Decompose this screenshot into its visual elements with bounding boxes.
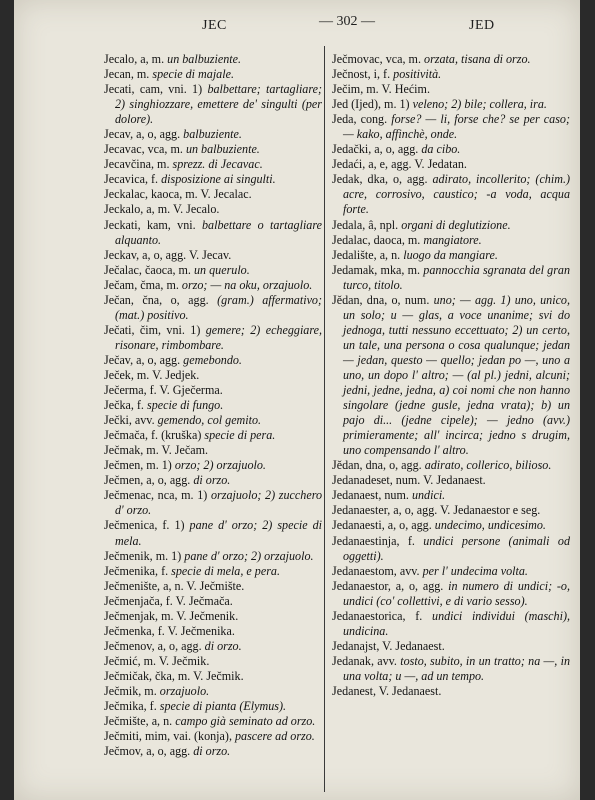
entry-translation: specie di majale. <box>152 67 234 82</box>
dictionary-entry <box>104 579 322 594</box>
dictionary-entry <box>332 248 570 263</box>
entry-headword: Jecalo, a, m. <box>104 52 165 66</box>
dictionary-entry <box>104 458 322 473</box>
entry-headword: Ječki, avv. <box>104 413 155 428</box>
dictionary-entry <box>332 503 570 518</box>
dictionary-entry <box>332 157 570 172</box>
entry-translation: specie di mela, e pera. <box>171 563 280 578</box>
dictionary-entry <box>104 594 322 609</box>
entry-headword: Jeckalac, kaoca, m. V. Jecalac. <box>104 187 252 202</box>
entry-headword: Jeckalo, a, m. V. Jecalo. <box>104 202 220 217</box>
entry-translation: pannocchia sgranata del gran turco, titolo. <box>343 262 571 292</box>
dictionary-entry <box>104 744 322 759</box>
entry-headword: Jeda, cong. <box>332 112 388 127</box>
entry-headword: Jedanaestom, avv. <box>332 563 420 578</box>
dictionary-entry <box>332 142 570 157</box>
entry-translation: specie di fungo. <box>147 398 224 413</box>
right-guide-word: JED <box>469 18 495 33</box>
dictionary-entry <box>104 187 322 202</box>
dictionary-entry <box>104 202 322 217</box>
entry-headword: Jed (Ijed), m. 1) <box>332 97 410 112</box>
entry-translation: gemere; 2) echeggiare, risonare, rimbombare. <box>115 322 323 352</box>
dictionary-entry <box>104 488 322 518</box>
dictionary-entry <box>104 714 322 729</box>
dictionary-entry <box>104 278 322 293</box>
entry-headword: Jědan, dna, o, agg. <box>332 458 422 473</box>
entry-headword: Jedanadeset, num. V. Jedanaest. <box>332 473 486 488</box>
dictionary-entry <box>104 654 322 669</box>
dictionary-entry <box>332 564 570 579</box>
dictionary-entry <box>332 684 570 699</box>
entry-translation: campo già seminato ad orzo. <box>175 714 316 729</box>
entry-headword: Ječan, čna, o, agg. <box>104 292 209 307</box>
entry-headword: Jedanest, V. Jedanaest. <box>332 683 442 698</box>
entry-translation: forse? — li, forse che? se per caso; — kako, affinchè, onde. <box>343 112 570 142</box>
dictionary-entry <box>104 323 322 353</box>
entry-headword: Jecati, cam, vni. 1) <box>104 82 203 97</box>
entry-translation: gemebondo. <box>183 352 242 367</box>
entry-headword: Ječmen, m. 1) <box>104 458 172 473</box>
dictionary-entry <box>104 518 322 548</box>
entry-headword: Jedanaestor, a, o, agg. <box>332 578 444 593</box>
dictionary-entry <box>104 413 322 428</box>
dictionary-entry <box>104 609 322 624</box>
dictionary-entry <box>104 639 322 654</box>
entry-headword: Jedanaester, a, o, agg. V. Jedanaestor e seg. <box>332 503 541 518</box>
entry-translation: specie di pianta (Elymus). <box>159 699 287 714</box>
entry-translation: di orzo. <box>193 473 231 488</box>
entry-translation: adirato, collerico, bilioso. <box>424 458 552 473</box>
entry-headword: Jedak, dka, o, agg. <box>332 172 428 187</box>
dictionary-entry <box>104 157 322 172</box>
entry-translation: da cibo. <box>421 142 461 157</box>
dictionary-entry <box>104 172 322 187</box>
dictionary-entry <box>104 82 322 127</box>
entry-translation: in numero di undici; -o, undici (co' collettivi, e di vario sesso). <box>343 578 571 608</box>
entry-headword: Ječmen, a, o, agg. <box>104 473 191 488</box>
entry-headword: Jědan, dna, o, num. <box>332 292 430 307</box>
entry-headword: Jedalište, a, n. <box>332 247 401 262</box>
entry-translation: per l' undecima volta. <box>422 563 528 578</box>
entry-headword: Ječmik, m. <box>104 683 157 698</box>
entry-headword: Ječav, a, o, agg. <box>104 352 181 367</box>
dictionary-entry <box>104 353 322 368</box>
entry-headword: Ječim, m. V. Hećim. <box>332 82 430 97</box>
entry-headword: Jecavica, f. <box>104 172 159 187</box>
entry-headword: Jedalac, daoca, m. <box>332 232 421 247</box>
dictionary-entry <box>104 52 322 67</box>
dictionary-entry <box>104 549 322 564</box>
entry-headword: Ječmiti, mim, vai. (konja), <box>104 729 232 744</box>
entry-headword: Ječmenika, f. <box>104 563 169 578</box>
dictionary-entry <box>104 383 322 398</box>
entry-headword: Ječmenjača, f. V. Ječmača. <box>104 593 233 608</box>
entry-translation: specie di pera. <box>204 428 276 443</box>
dictionary-entry <box>104 729 322 744</box>
dictionary-entry <box>104 443 322 458</box>
entry-headword: Ječati, čim, vni. 1) <box>104 322 201 337</box>
entry-headword: Jeckati, kam, vni. <box>104 217 196 232</box>
entry-translation: undici persone (animali od oggetti). <box>343 533 570 563</box>
entry-headword: Jecavac, vca, m. <box>104 142 183 157</box>
dictionary-entry <box>104 669 322 684</box>
dictionary-entry <box>332 654 570 684</box>
entry-headword: Ječka, f. <box>104 398 144 413</box>
entry-translation: undici. <box>411 488 446 503</box>
dictionary-entry <box>332 473 570 488</box>
entry-translation: uno; — agg. 1) uno, unico, un solo; u — glas, a voce unanime; svi do jednoga, tutti nessuno eccettuato; 2) un certo, un tale, una persona o cosa qualunque; jedan — jedan, questo — quello; jedan po —, uno a uno, un dopo l' altro; — (al pl.) jedni, alcuni; jedni, jedne, jedna, a) coi nomi che non hanno singolare (jedne gusle, jedna vrata); b) un pajo di... (jedne cipele); — jedno (avv.) primieramente; all' incirca; jedno s drugim, uno compensando l' altro. <box>343 292 571 458</box>
dictionary-entry <box>332 52 570 67</box>
dictionary-entry <box>332 458 570 473</box>
entry-translation: undici individui (maschi), undicina. <box>343 608 570 638</box>
entry-translation: di orzo. <box>204 638 242 653</box>
entry-headword: Jedanajst, V. Jedanaest. <box>332 638 445 653</box>
entry-translation: balbettare; tartagliare; 2) singhiozzare, emettere de' singulti (per dolore). <box>115 82 322 127</box>
entry-headword: Ječmak, m. V. Ječam. <box>104 443 209 458</box>
entry-translation: undecimo, undicesimo. <box>434 518 546 533</box>
entry-translation: gemendo, col gemito. <box>157 413 262 428</box>
dictionary-entry <box>332 293 570 459</box>
entry-headword: Ječmičak, čka, m. V. Ječmik. <box>104 668 244 683</box>
dictionary-entry <box>104 127 322 142</box>
dictionary-entry <box>104 263 322 278</box>
dictionary-entry <box>104 473 322 488</box>
entry-translation: tosto, subito, in un tratto; na —, in una volta; u —, ad un tempo. <box>343 653 570 683</box>
dictionary-entry <box>104 699 322 714</box>
dictionary-entry <box>104 67 322 82</box>
entry-translation: disposizione ai singulti. <box>161 172 276 187</box>
entry-headword: Jedanaestinja, f. <box>332 533 415 548</box>
page-header <box>14 14 580 36</box>
entry-headword: Jedanaest, num. <box>332 488 409 503</box>
entry-headword: Ječmenov, a, o, agg. <box>104 638 202 653</box>
dictionary-entry <box>332 82 570 97</box>
dictionary-entry <box>332 263 570 293</box>
entry-translation: pane d' orzo; 2) orzajuolo. <box>184 548 314 563</box>
entry-translation: di orzo. <box>193 744 231 759</box>
entry-headword: Jedanak, avv. <box>332 653 397 668</box>
entry-headword: Ječmovac, vca, m. <box>332 52 421 66</box>
entry-headword: Ječam, čma, m. <box>104 277 179 292</box>
entry-headword: Jedamak, mka, m. <box>332 262 421 277</box>
left-column <box>104 52 322 759</box>
dictionary-entry <box>332 534 570 564</box>
entry-translation: adirato, incollerito; (chim.) acre, corrosivo, caustico; -a voda, acqua forte. <box>343 172 571 217</box>
entry-headword: Jedački, a, o, agg. <box>332 142 419 157</box>
entry-headword: Ječmište, a, n. <box>104 714 173 729</box>
entry-headword: Jedaći, a, e, agg. V. Jedatan. <box>332 157 467 172</box>
entry-headword: Ječek, m. V. Jedjek. <box>104 367 200 382</box>
entry-translation: orzajuolo. <box>159 683 210 698</box>
entry-translation: organi di deglutizione. <box>401 217 511 232</box>
entry-headword: Ječmenac, nca, m. 1) <box>104 488 208 503</box>
dictionary-entry <box>104 428 322 443</box>
entry-headword: Ječerma, f. V. Gječerma. <box>104 383 223 398</box>
entry-translation: balbuziente. <box>183 127 242 142</box>
dictionary-entry <box>332 67 570 82</box>
entry-translation: un querulo. <box>193 262 250 277</box>
entry-translation: orzo; — na oku, orzajuolo. <box>181 277 313 292</box>
entry-headword: Ječmenica, f. 1) <box>104 518 185 533</box>
entry-translation: un balbuziente. <box>167 52 242 66</box>
entry-headword: Ječnost, i, f. <box>332 67 391 82</box>
page-number: — 302 — <box>319 14 375 29</box>
dictionary-entry <box>104 293 322 323</box>
dictionary-entry <box>332 112 570 142</box>
entry-translation: orzo; 2) orzajuolo. <box>174 458 266 473</box>
entry-headword: Jecavčina, m. <box>104 157 170 172</box>
entry-translation: orzajuolo; 2) zucchero d' orzo. <box>115 488 322 518</box>
dictionary-entry <box>332 97 570 112</box>
entry-headword: Jecav, a, o, agg. <box>104 127 181 142</box>
entry-translation: veleno; 2) bile; collera, ira. <box>412 97 547 112</box>
entry-translation: orzata, tisana di orzo. <box>424 52 531 66</box>
dictionary-entry <box>332 639 570 654</box>
dictionary-entry <box>104 142 322 157</box>
dictionary-entry <box>104 684 322 699</box>
entry-headword: Ječmača, f. (kruška) <box>104 428 202 443</box>
column-divider <box>324 46 325 792</box>
entry-translation: un balbuziente. <box>185 142 260 157</box>
dictionary-entry <box>332 518 570 533</box>
entry-headword: Ječmika, f. <box>104 699 157 714</box>
entry-headword: Ječmić, m. V. Ječmik. <box>104 653 210 668</box>
dictionary-entry <box>332 218 570 233</box>
entry-headword: Ječalac, čaoca, m. <box>104 262 191 277</box>
dictionary-entry <box>104 368 322 383</box>
entry-headword: Ječmenik, m. 1) <box>104 548 182 563</box>
entry-translation: sprezz. di Jecavac. <box>172 157 263 172</box>
dictionary-entry <box>332 579 570 609</box>
entry-headword: Ječmenište, a, n. V. Ječmište. <box>104 578 245 593</box>
entry-headword: Jecan, m. <box>104 67 150 82</box>
entry-headword: Jeckav, a, o, agg. V. Jecav. <box>104 247 232 262</box>
dictionary-page <box>14 0 580 800</box>
dictionary-entry <box>332 233 570 248</box>
dictionary-entry <box>332 488 570 503</box>
dictionary-entry <box>104 624 322 639</box>
entry-translation: mangiatore. <box>423 232 482 247</box>
entry-headword: Jedanaestorica, f. <box>332 608 423 623</box>
entry-translation: (gram.) affermativo; (mat.) positivo. <box>115 292 323 322</box>
entry-translation: pascere ad orzo. <box>235 729 315 744</box>
dictionary-entry <box>332 172 570 217</box>
dictionary-entry <box>104 218 322 248</box>
entry-translation: balbettare o tartagliare alquanto. <box>115 217 322 247</box>
entry-translation: positività. <box>393 67 442 82</box>
entry-headword: Ječmov, a, o, agg. <box>104 744 191 759</box>
dictionary-entry <box>104 398 322 413</box>
entry-translation: pane d' orzo; 2) specie di mela. <box>115 518 322 548</box>
dictionary-entry <box>104 248 322 263</box>
right-column <box>332 52 570 699</box>
entry-headword: Jedanaesti, a, o, agg. <box>332 518 432 533</box>
entry-headword: Jedala, â, npl. <box>332 217 399 232</box>
dictionary-entry <box>332 609 570 639</box>
entry-headword: Ječmenka, f. V. Ječmenika. <box>104 623 235 638</box>
left-guide-word: JEC <box>202 18 227 33</box>
entry-headword: Ječmenjak, m. V. Ječmenik. <box>104 608 239 623</box>
entry-translation: luogo da mangiare. <box>403 247 498 262</box>
dictionary-entry <box>104 564 322 579</box>
